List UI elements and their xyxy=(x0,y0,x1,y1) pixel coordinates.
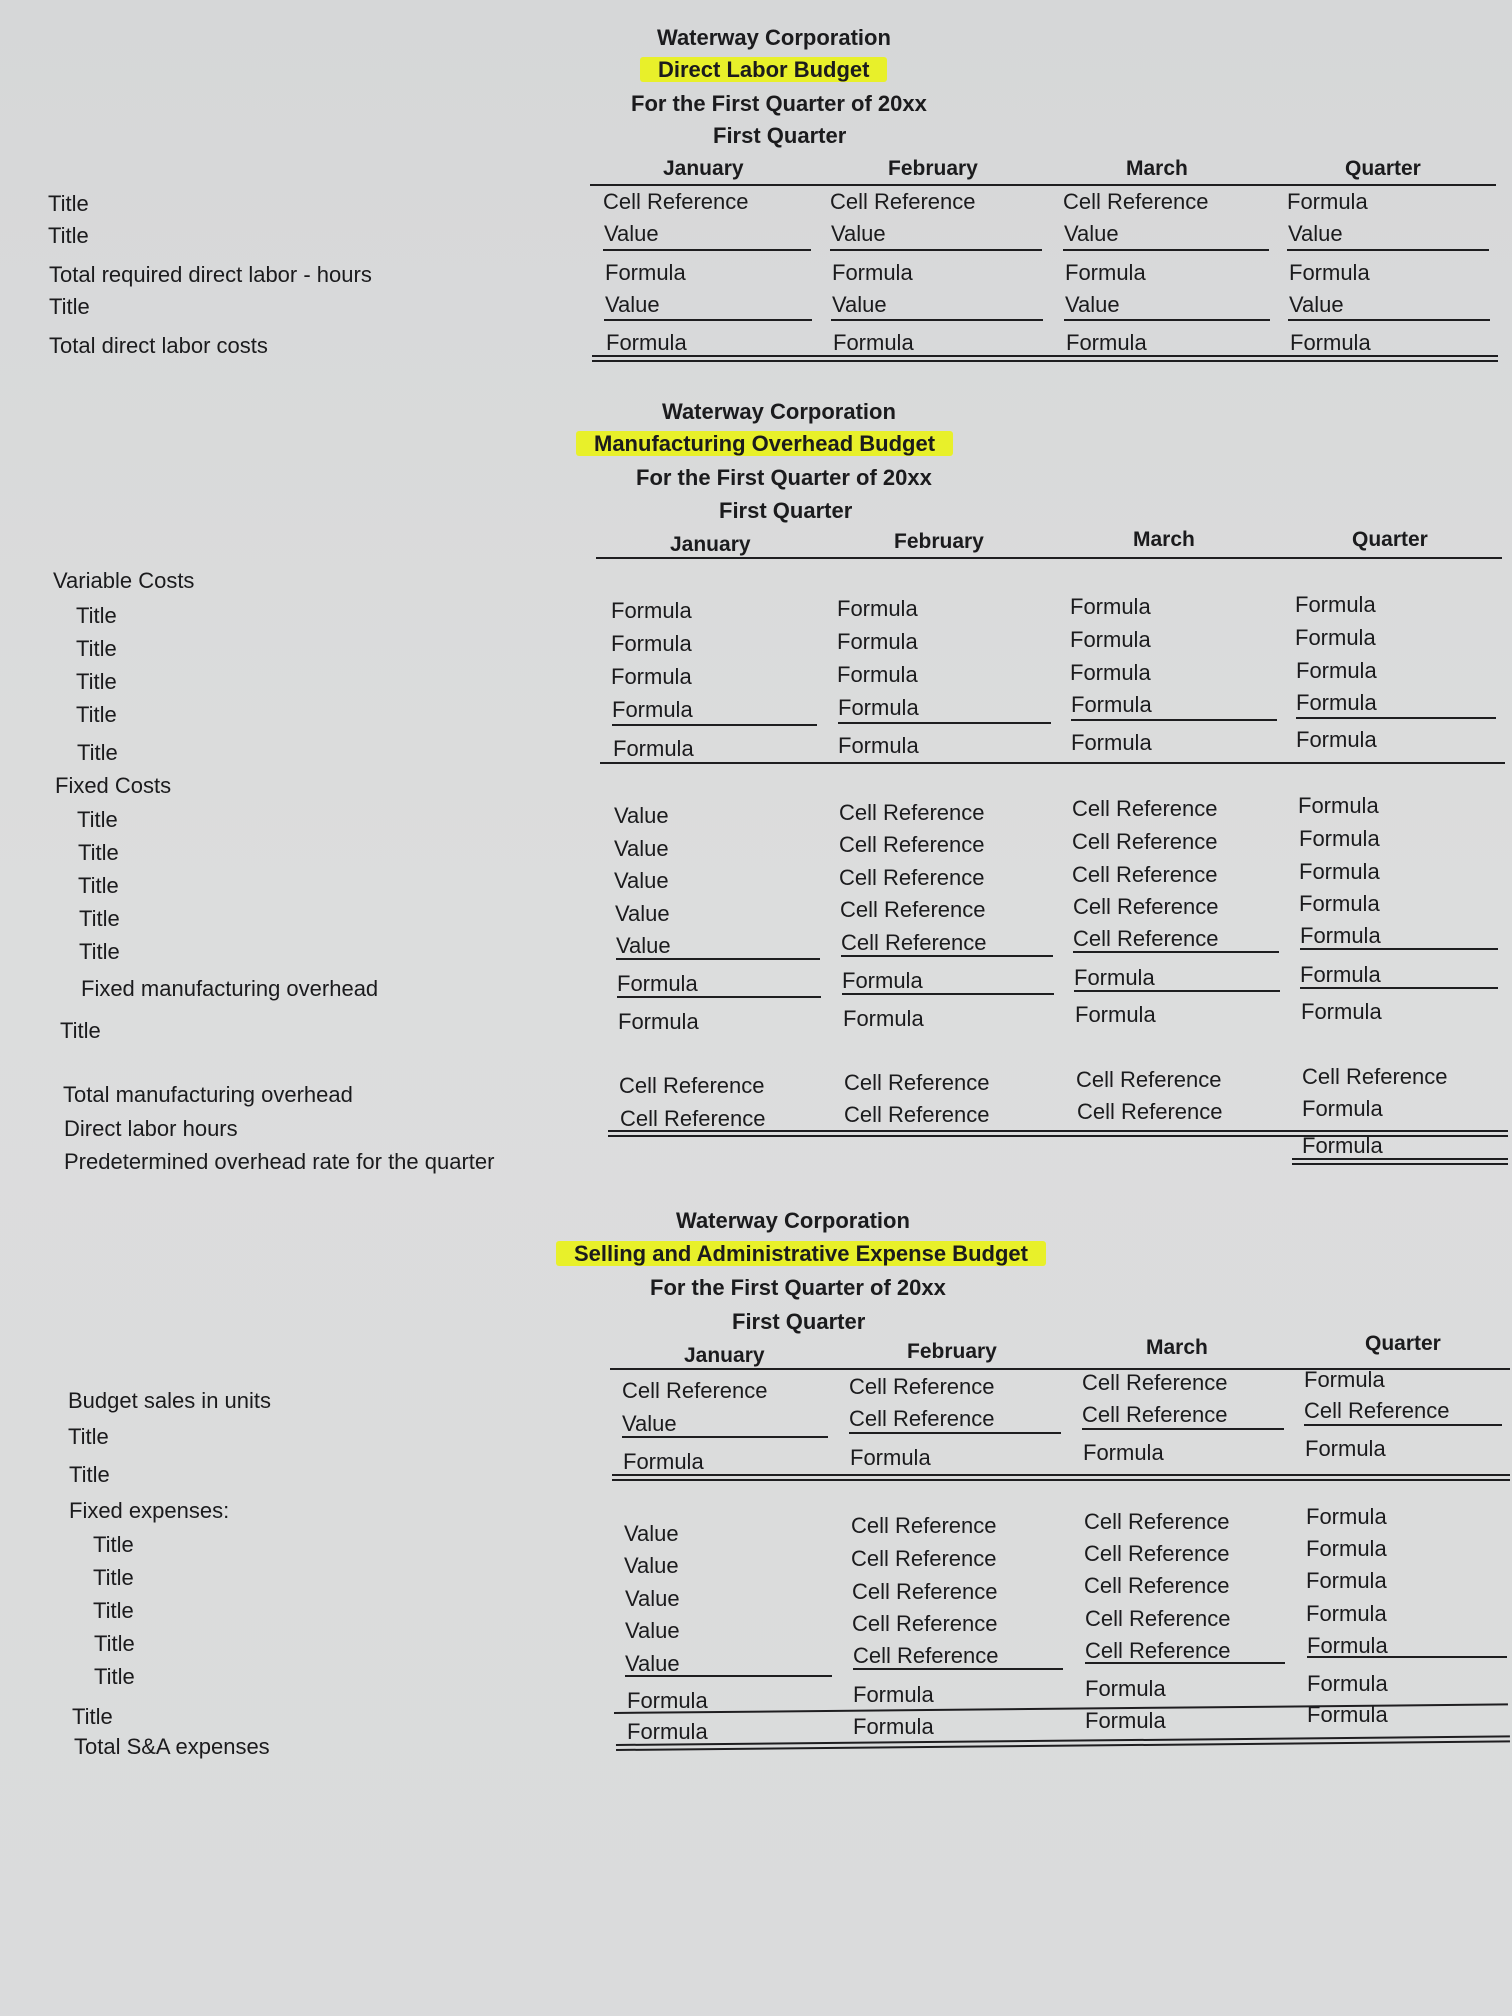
oh-fixed-cell: Cell Reference xyxy=(1073,894,1219,919)
oh-fixed-cell: Formula xyxy=(1299,891,1380,916)
sa-cell: Formula xyxy=(1305,1436,1386,1461)
sa-bottom-cell: Formula xyxy=(1085,1708,1166,1733)
oh-var-label: Title xyxy=(77,740,118,765)
sa-period: For the First Quarter of 20xx xyxy=(650,1275,946,1300)
sa-cell: Cell Reference xyxy=(849,1374,995,1399)
sa-total-double-rule xyxy=(616,1735,1510,1751)
oh-total-cell: Cell Reference xyxy=(844,1070,990,1095)
oh-budget-title xyxy=(576,430,953,458)
sa-fixed-label: Title xyxy=(93,1565,134,1590)
oh-total-cell: Cell Reference xyxy=(1302,1064,1448,1089)
dl-cell: Value xyxy=(1289,292,1344,317)
dl-underline xyxy=(1288,319,1490,321)
oh-total-cell: Cell Reference xyxy=(619,1073,765,1098)
oh-total-cell: Cell Reference xyxy=(1076,1067,1222,1092)
dl-header-rule xyxy=(590,184,1496,186)
sa-cell: Formula xyxy=(1304,1367,1385,1392)
oh-dlh-cell: Cell Reference xyxy=(620,1106,766,1131)
oh-fixed-cell: Cell Reference xyxy=(841,930,987,955)
dl-cell: Formula xyxy=(832,260,913,285)
oh-variable-total-rule xyxy=(600,762,1505,764)
oh-variable-costs-heading: Variable Costs xyxy=(53,568,195,593)
sa-fixed-cell: Cell Reference xyxy=(1085,1606,1231,1631)
oh-fixed-cell: Value xyxy=(615,901,670,926)
dl-underline xyxy=(1063,249,1269,251)
dl-total-double-rule xyxy=(592,355,1498,362)
sa-top-double-rule xyxy=(612,1474,1510,1481)
sa-col-march: March xyxy=(1146,1336,1208,1359)
oh-total-label: Total manufacturing overhead xyxy=(63,1082,353,1107)
sa-company-name: Waterway Corporation xyxy=(676,1208,910,1233)
sa-cell: Cell Reference xyxy=(1304,1398,1450,1423)
oh-fixed-cell: Formula xyxy=(1074,965,1155,990)
dl-cell: Formula xyxy=(1289,260,1370,285)
sa-bottom-cell: Formula xyxy=(1307,1702,1388,1727)
sa-fixed-cell: Cell Reference xyxy=(852,1611,998,1636)
sa-underline xyxy=(1082,1428,1284,1430)
sa-underline xyxy=(849,1432,1061,1434)
dl-col-quarter: Quarter xyxy=(1345,157,1421,180)
oh-var-cell: Formula xyxy=(1295,592,1376,617)
dl-title-highlight: Direct Labor Budget xyxy=(640,57,887,82)
oh-var-cell: Formula xyxy=(1071,692,1152,717)
sa-fixed-cell: Cell Reference xyxy=(1084,1573,1230,1598)
sa-underline xyxy=(1304,1424,1502,1426)
dl-underline xyxy=(604,319,812,321)
sa-fixed-cell: Value xyxy=(624,1521,679,1546)
oh-col-march: March xyxy=(1133,528,1195,551)
dl-cell: Formula xyxy=(1287,189,1368,214)
sa-cell: Cell Reference xyxy=(1082,1370,1228,1395)
oh-fixed-cell: Cell Reference xyxy=(839,800,985,825)
dl-cell: Formula xyxy=(1290,330,1371,355)
sa-bottom-cell: Formula xyxy=(1085,1676,1166,1701)
oh-underline xyxy=(841,955,1053,957)
oh-underline xyxy=(1296,717,1496,719)
dl-underline xyxy=(830,249,1042,251)
oh-fixed-cell: Formula xyxy=(618,1009,699,1034)
sa-cell: Formula xyxy=(1083,1440,1164,1465)
oh-dlh-cell: Cell Reference xyxy=(844,1102,990,1127)
dl-row-label: Title xyxy=(48,223,89,248)
sa-fixed-cell: Formula xyxy=(1306,1568,1387,1593)
oh-var-cell: Formula xyxy=(1296,727,1377,752)
oh-dlh-cell: Formula xyxy=(1302,1096,1383,1121)
oh-var-cell: Formula xyxy=(837,596,918,621)
oh-fixed-costs-heading: Fixed Costs xyxy=(55,773,172,798)
dl-cell: Value xyxy=(832,292,887,317)
dl-cell: Cell Reference xyxy=(830,189,976,214)
dl-underline xyxy=(1064,319,1270,321)
dl-cell: Formula xyxy=(1066,330,1147,355)
oh-rate-double-rule xyxy=(1292,1158,1508,1165)
oh-var-label: Title xyxy=(76,702,117,727)
sa-bottom-cell: Formula xyxy=(853,1682,934,1707)
sa-fixed-label: Title xyxy=(94,1664,135,1689)
sa-underline xyxy=(622,1436,828,1438)
oh-fixed-cell: Cell Reference xyxy=(1072,796,1218,821)
oh-var-cell: Formula xyxy=(838,733,919,758)
oh-fixed-cell: Formula xyxy=(617,971,698,996)
sa-cell: Cell Reference xyxy=(1082,1402,1228,1427)
dl-row-label: Total required direct labor - hours xyxy=(49,262,372,287)
oh-var-cell: Formula xyxy=(611,664,692,689)
sa-total-label: Total S&A expenses xyxy=(74,1734,270,1759)
dl-cell: Cell Reference xyxy=(1063,189,1209,214)
oh-fixed-label: Title xyxy=(77,807,118,832)
dl-row-label: Title xyxy=(48,191,89,216)
oh-var-cell: Formula xyxy=(1070,594,1151,619)
sa-fixed-heading: Fixed expenses: xyxy=(69,1498,230,1523)
oh-fixed-label: Title xyxy=(78,840,119,865)
oh-fixed-mfg-overhead-label: Fixed manufacturing overhead xyxy=(81,976,379,1001)
sa-fixed-cell: Formula xyxy=(1306,1536,1387,1561)
oh-fixed-label: Title xyxy=(78,873,119,898)
oh-underline xyxy=(1071,719,1277,721)
oh-fixed-label: Title xyxy=(60,1018,101,1043)
sa-fixed-cell: Cell Reference xyxy=(1084,1509,1230,1534)
sa-fixed-cell: Value xyxy=(624,1553,679,1578)
sa-bottom-cell: Formula xyxy=(627,1719,708,1744)
sa-fixed-cell: Value xyxy=(625,1618,680,1643)
sa-fixed-label: Title xyxy=(93,1598,134,1623)
sa-title-highlight: Selling and Administrative Expense Budget xyxy=(556,1241,1046,1266)
dl-cell: Formula xyxy=(833,330,914,355)
oh-var-label: Title xyxy=(76,669,117,694)
oh-var-cell: Formula xyxy=(1296,658,1377,683)
dl-cell: Formula xyxy=(605,260,686,285)
oh-col-february: February xyxy=(894,530,984,553)
dl-budget-title xyxy=(640,56,887,84)
oh-var-cell: Formula xyxy=(837,629,918,654)
dl-underline xyxy=(1287,249,1489,251)
oh-fixed-cell: Value xyxy=(614,868,669,893)
oh-var-label: Title xyxy=(76,603,117,628)
oh-fixed-cell: Cell Reference xyxy=(1073,926,1219,951)
sa-cell: Cell Reference xyxy=(622,1378,768,1403)
sa-underline xyxy=(1307,1656,1507,1658)
oh-var-cell: Formula xyxy=(1070,660,1151,685)
oh-fixed-cell: Formula xyxy=(1299,859,1380,884)
sa-fixed-cell: Cell Reference xyxy=(1085,1638,1231,1663)
dl-cell: Value xyxy=(605,292,660,317)
oh-underline xyxy=(1300,948,1498,950)
sa-cell: Formula xyxy=(850,1445,931,1470)
oh-var-cell: Formula xyxy=(1295,625,1376,650)
oh-col-quarter: Quarter xyxy=(1352,528,1428,551)
sa-fixed-cell: Cell Reference xyxy=(1084,1541,1230,1566)
oh-var-cell: Formula xyxy=(611,598,692,623)
sa-cell: Value xyxy=(622,1411,677,1436)
oh-fixed-label: Title xyxy=(79,906,120,931)
oh-var-label: Title xyxy=(76,636,117,661)
dl-cell: Formula xyxy=(606,330,687,355)
oh-underline xyxy=(616,958,820,960)
oh-title-highlight: Manufacturing Overhead Budget xyxy=(576,431,953,456)
oh-var-cell: Formula xyxy=(612,697,693,722)
sa-fixed-cell: Cell Reference xyxy=(851,1513,997,1538)
dl-cell: Value xyxy=(604,221,659,246)
dl-cell: Formula xyxy=(1065,260,1146,285)
sa-fixed-cell: Formula xyxy=(1307,1633,1388,1658)
sa-col-january: January xyxy=(684,1344,765,1367)
sa-row-label: Budget sales in units xyxy=(68,1388,272,1413)
sa-fixed-cell: Cell Reference xyxy=(852,1579,998,1604)
oh-fixed-cell: Formula xyxy=(1298,793,1379,818)
dl-cell: Value xyxy=(1288,221,1343,246)
sa-underline xyxy=(625,1675,832,1677)
dl-col-january: January xyxy=(663,157,744,180)
oh-underline xyxy=(1300,987,1498,989)
sa-bottom-cell: Formula xyxy=(1307,1671,1388,1696)
oh-underline xyxy=(838,722,1051,724)
oh-fixed-cell: Cell Reference xyxy=(839,865,985,890)
dl-cell: Value xyxy=(1065,292,1120,317)
oh-rate-label: Predetermined overhead rate for the quarter xyxy=(64,1149,495,1174)
oh-var-cell: Formula xyxy=(613,736,694,761)
oh-fixed-label: Title xyxy=(79,939,120,964)
oh-var-cell: Formula xyxy=(837,662,918,687)
sa-fixed-cell: Formula xyxy=(1306,1504,1387,1529)
sa-col-quarter: Quarter xyxy=(1365,1332,1441,1355)
dl-cell: Cell Reference xyxy=(603,189,749,214)
dl-underline xyxy=(831,319,1043,321)
oh-underline xyxy=(617,996,821,998)
sa-row-label: Title xyxy=(68,1424,109,1449)
dl-col-february: February xyxy=(888,157,978,180)
dl-cell: Value xyxy=(831,221,886,246)
sa-underline xyxy=(1085,1662,1285,1664)
oh-fixed-cell: Cell Reference xyxy=(839,832,985,857)
oh-company-name: Waterway Corporation xyxy=(662,399,896,424)
oh-var-cell: Formula xyxy=(611,631,692,656)
sa-fixed-label: Title xyxy=(93,1532,134,1557)
dl-row-label: Title xyxy=(49,294,90,319)
dl-quarter-label: First Quarter xyxy=(713,123,847,148)
oh-fixed-cell: Formula xyxy=(842,968,923,993)
oh-header-rule xyxy=(596,557,1502,559)
sa-cell: Cell Reference xyxy=(849,1406,995,1431)
oh-var-cell: Formula xyxy=(1070,627,1151,652)
sa-fixed-cell: Cell Reference xyxy=(853,1643,999,1668)
dl-col-march: March xyxy=(1126,157,1188,180)
sa-quarter-label: First Quarter xyxy=(732,1309,866,1334)
oh-var-cell: Formula xyxy=(838,695,919,720)
sa-fixed-cell: Cell Reference xyxy=(851,1546,997,1571)
sa-fixed-label: Title xyxy=(94,1631,135,1656)
oh-fixed-cell: Formula xyxy=(1300,962,1381,987)
oh-underline xyxy=(1073,951,1279,953)
dl-cell: Value xyxy=(1064,221,1119,246)
oh-fixed-cell: Value xyxy=(616,933,671,958)
oh-fixed-cell: Formula xyxy=(1299,826,1380,851)
oh-fixed-cell: Formula xyxy=(1075,1002,1156,1027)
dl-company-name: Waterway Corporation xyxy=(657,25,891,50)
sa-row-label: Title xyxy=(69,1462,110,1487)
dl-underline xyxy=(603,249,811,251)
sa-fixed-cell: Value xyxy=(625,1586,680,1611)
oh-quarter-label: First Quarter xyxy=(719,498,853,523)
oh-underline xyxy=(1074,990,1280,992)
sa-budget-title xyxy=(556,1240,1046,1268)
sa-cell: Formula xyxy=(623,1449,704,1474)
sa-bottom-cell: Formula xyxy=(853,1714,934,1739)
oh-fixed-cell: Formula xyxy=(1301,999,1382,1024)
sa-fixed-cell: Value xyxy=(625,1651,680,1676)
dl-row-label: Total direct labor costs xyxy=(49,333,268,358)
oh-var-cell: Formula xyxy=(1296,690,1377,715)
oh-fixed-cell: Cell Reference xyxy=(1072,862,1218,887)
oh-dlh-cell: Cell Reference xyxy=(1077,1099,1223,1124)
sa-fixed-cell: Formula xyxy=(1306,1601,1387,1626)
oh-dlh-label: Direct labor hours xyxy=(64,1116,238,1141)
oh-var-cell: Formula xyxy=(1071,730,1152,755)
oh-fixed-cell: Value xyxy=(614,803,669,828)
oh-underline xyxy=(612,724,817,726)
oh-fixed-cell: Cell Reference xyxy=(1072,829,1218,854)
sa-bottom-label: Title xyxy=(72,1704,113,1729)
sa-col-february: February xyxy=(907,1340,997,1363)
oh-period: For the First Quarter of 20xx xyxy=(636,465,932,490)
oh-fixed-cell: Cell Reference xyxy=(840,897,986,922)
oh-fixed-cell: Formula xyxy=(1300,923,1381,948)
oh-rate-cell: Formula xyxy=(1302,1133,1383,1158)
dl-period: For the First Quarter of 20xx xyxy=(631,91,927,116)
sa-bottom-cell: Formula xyxy=(627,1688,708,1713)
sa-underline xyxy=(853,1668,1063,1670)
oh-fixed-cell: Value xyxy=(614,836,669,861)
oh-fixed-cell: Formula xyxy=(843,1006,924,1031)
oh-col-january: January xyxy=(670,533,751,556)
oh-underline xyxy=(842,993,1054,995)
